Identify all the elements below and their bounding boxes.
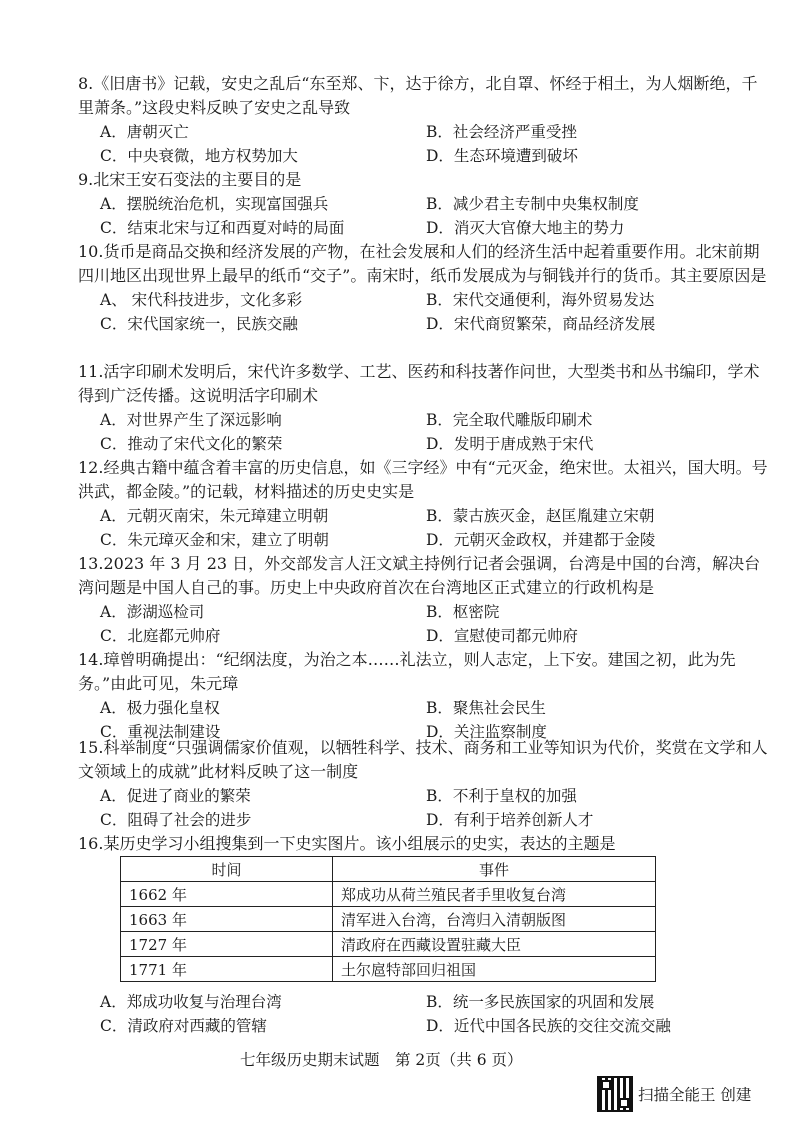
table-header-time: 时间 bbox=[121, 857, 333, 882]
question-number: 15. bbox=[78, 738, 104, 757]
options bbox=[78, 120, 768, 168]
question-13 bbox=[78, 552, 768, 648]
question-9 bbox=[78, 168, 768, 240]
table-row bbox=[121, 907, 656, 932]
options bbox=[78, 784, 768, 832]
option-d: D．宋代商贸繁荣，商品经济发展 bbox=[426, 315, 656, 333]
option-b: B．完全取代雕版印刷术 bbox=[426, 411, 593, 429]
option-d: D．生态环境遭到破坏 bbox=[426, 147, 578, 165]
option-b: B．减少君主专制中央集权制度 bbox=[426, 195, 639, 213]
table-cell-year: 1662 年 bbox=[121, 882, 333, 907]
options bbox=[78, 192, 768, 240]
question-stem: 货币是商品交换和经济发展的产物，在社会发展和人们的经济生活中起着重要作用。北宋前期四川地区出现世界上最早的纸币“交子”。南宋时，纸币发展成为与铜钱并行的货币。其主要原因是 bbox=[78, 242, 767, 285]
option-d: D．宣慰使司都元帅府 bbox=[426, 627, 578, 645]
table-header-row bbox=[121, 857, 656, 882]
table-row bbox=[121, 957, 656, 982]
option-c: C．朱元璋灭金和宋，建立了明朝 bbox=[100, 531, 329, 549]
question-8 bbox=[78, 72, 768, 168]
option-c: C．阻碍了社会的进步 bbox=[100, 811, 252, 829]
option-b: B．蒙古族灭金，赵匡胤建立宋朝 bbox=[426, 507, 655, 525]
question-11 bbox=[78, 360, 768, 456]
table-cell-event: 清政府在西藏设置驻藏大臣 bbox=[333, 932, 656, 957]
option-a: A．极力强化皇权 bbox=[100, 699, 220, 717]
option-d: D．关注监察制度 bbox=[426, 723, 547, 741]
option-d: D．发明于唐成熟于宋代 bbox=[426, 435, 594, 453]
question-number: 12. bbox=[78, 458, 104, 477]
option-a: A．摆脱统治危机，实现富国强兵 bbox=[100, 195, 329, 213]
question-number: 10. bbox=[78, 242, 104, 261]
question-number: 14. bbox=[78, 650, 104, 669]
option-a: A．元朝灭南宋，朱元璋建立明朝 bbox=[100, 507, 329, 525]
option-c: C．推动了宋代文化的繁荣 bbox=[100, 435, 283, 453]
options bbox=[78, 288, 768, 336]
table-cell-event: 土尔扈特部回归祖国 bbox=[333, 957, 656, 982]
option-b: B．统一多民族国家的巩固和发展 bbox=[426, 993, 655, 1011]
option-b: B．社会经济严重受挫 bbox=[426, 123, 577, 141]
scanner-watermark: 扫描全能王 创建 bbox=[638, 1086, 752, 1104]
option-c: C．清政府对西藏的管辖 bbox=[100, 1017, 267, 1035]
option-c: C．中央衰微，地方权势加大 bbox=[100, 147, 298, 165]
question-number: 11. bbox=[78, 362, 104, 381]
question-16-options bbox=[78, 990, 768, 1038]
option-b: B．宋代交通便利，海外贸易发达 bbox=[426, 291, 655, 309]
option-d: D．近代中国各民族的交往交流交融 bbox=[426, 1017, 671, 1035]
option-d: D．有利于培养创新人才 bbox=[426, 811, 594, 829]
option-a: A、 宋代科技进步，文化多彩 bbox=[100, 291, 303, 309]
options bbox=[78, 990, 768, 1038]
question-number: 13. bbox=[78, 554, 104, 573]
options bbox=[78, 600, 768, 648]
table-cell-year: 1771 年 bbox=[121, 957, 333, 982]
qr-code-icon bbox=[597, 1076, 633, 1112]
table-row bbox=[121, 882, 656, 907]
option-b: B．枢密院 bbox=[426, 603, 500, 621]
table-cell-event: 郑成功从荷兰殖民者手里收复台湾 bbox=[333, 882, 656, 907]
page-footer: 七年级历史期末试题 第 2页（共 6 页） bbox=[240, 1051, 523, 1069]
option-a: A．澎湖巡检司 bbox=[100, 603, 205, 621]
table-header-event: 事件 bbox=[333, 857, 656, 882]
option-a: A．郑成功收复与治理台湾 bbox=[100, 993, 282, 1011]
table-cell-year: 1663 年 bbox=[121, 907, 333, 932]
option-c: C．结束北宋与辽和西夏对峙的局面 bbox=[100, 219, 345, 237]
option-a: A．唐朝灭亡 bbox=[100, 123, 189, 141]
option-a: A．对世界产生了深远影响 bbox=[100, 411, 282, 429]
option-c: C．北庭都元帅府 bbox=[100, 627, 221, 645]
option-a: A．促进了商业的繁荣 bbox=[100, 787, 251, 805]
option-b: B．聚焦社会民生 bbox=[426, 699, 546, 717]
question-stem: 活字印刷术发明后，宋代许多数学、工艺、医药和科技著作问世，大型类书和丛书编印，学术得到广泛传播。这说明活字印刷术 bbox=[78, 362, 760, 405]
option-b: B．不利于皇权的加强 bbox=[426, 787, 577, 805]
table-cell-year: 1727 年 bbox=[121, 932, 333, 957]
history-table bbox=[120, 856, 656, 982]
table-cell-event: 清军进入台湾，台湾归入清朝版图 bbox=[333, 907, 656, 932]
option-c: C．重视法制建设 bbox=[100, 723, 221, 741]
question-16 bbox=[78, 832, 768, 856]
question-stem: 某历史学习小组搜集到一下史实图片。该小组展示的史实，表达的主题是 bbox=[103, 834, 616, 853]
question-10 bbox=[78, 240, 768, 336]
question-number: 16. bbox=[78, 834, 104, 853]
option-d: D．元朝灭金政权，并建都于金陵 bbox=[426, 531, 656, 549]
table-row bbox=[121, 932, 656, 957]
options bbox=[78, 504, 768, 552]
options bbox=[78, 408, 768, 456]
question-stem: 科举制度“只强调儒家价值观，以牺牲科学、技术、商务和工业等知识为代价，奖赏在文学和人文领域上的成就”此材料反映了这一制度 bbox=[78, 738, 768, 781]
question-15 bbox=[78, 736, 768, 832]
question-stem: 《旧唐书》记载，安史之乱后“东至郑、卞，达于徐方，北自罩、怀经于相土，为人烟断绝，千里萧条。”这段史料反映了安史之乱导致 bbox=[78, 74, 758, 117]
question-stem: 2023 年 3 月 23 日，外交部发言人汪文斌主持例行记者会强调，台湾是中国的台湾，解决台湾问题是中国人自己的事。历史上中央政府首次在台湾地区正式建立的行政机构是 bbox=[78, 554, 761, 597]
question-stem: 璋曾明确提出：“纪纲法度，为治之本……礼法立，则人志定，上下安。建国之初，此为先务。”由此可见，朱元璋 bbox=[78, 650, 736, 693]
question-stem: 北宋王安石变法的主要目的是 bbox=[93, 170, 302, 189]
question-number: 8. bbox=[78, 74, 94, 93]
question-number: 9. bbox=[78, 170, 94, 189]
option-c: C．宋代国家统一，民族交融 bbox=[100, 315, 298, 333]
option-d: D．消灭大官僚大地主的势力 bbox=[426, 219, 625, 237]
question-14 bbox=[78, 648, 768, 744]
question-stem: 经典古籍中蕴含着丰富的历史信息，如《三字经》中有“元灭金，绝宋世。太祖兴，国大明。号洪武，都金陵。”的记载，材料描述的历史史实是 bbox=[78, 458, 768, 501]
question-12 bbox=[78, 456, 768, 552]
